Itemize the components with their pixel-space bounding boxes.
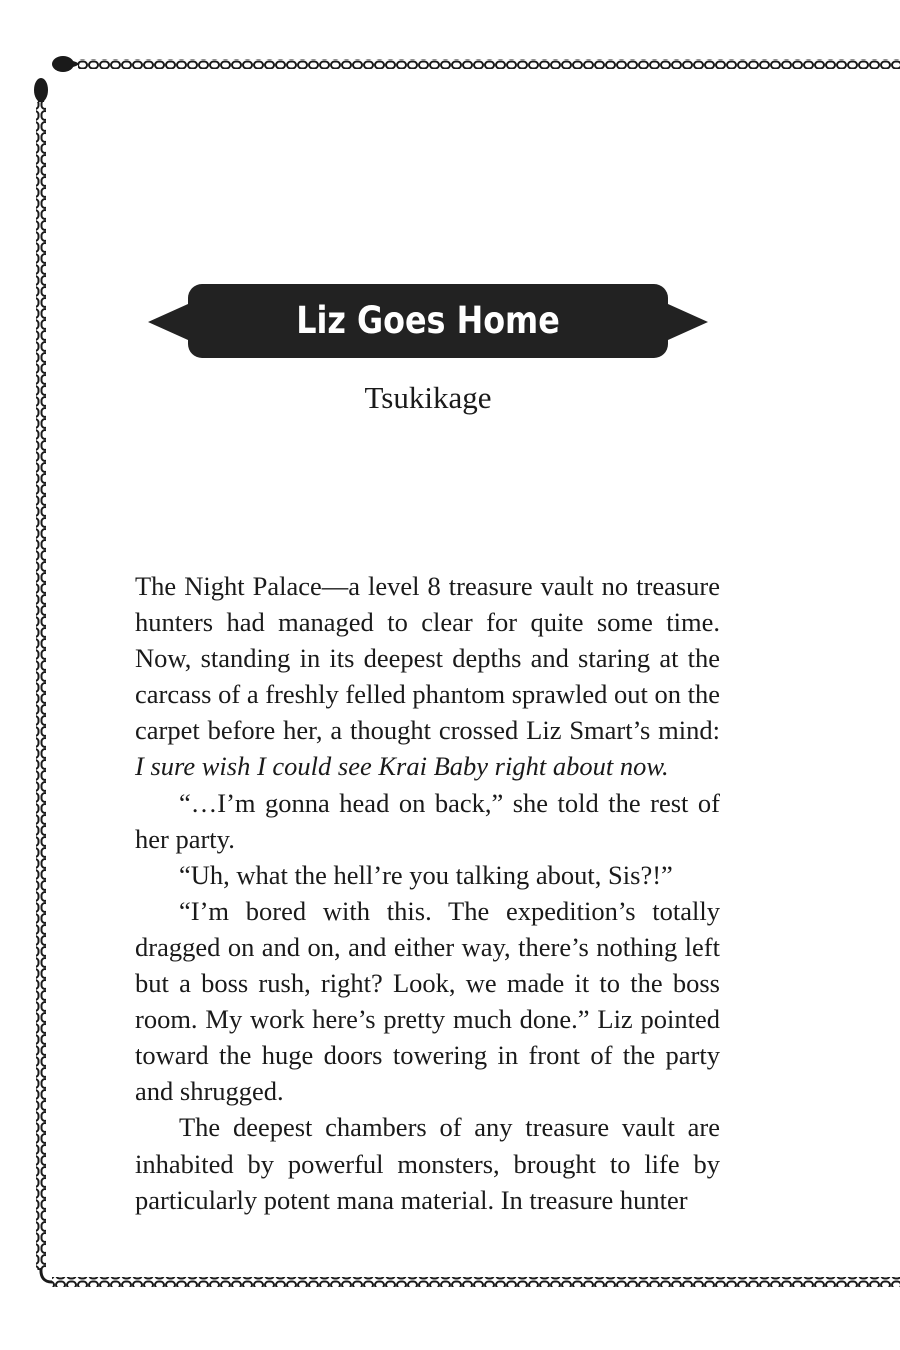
paragraph-1 [135, 568, 720, 785]
paragraph-3: “Uh, what the hell’re you talking about, Sis?!” [179, 859, 673, 890]
paragraph-1-italic: I sure wish I could see Krai Baby right about now. [135, 751, 669, 782]
paragraph-4: “I’m bored with this. The expedition’s totally dragged on and on, and either way, there’s nothing left but a boss rush, right? Look, we made it to the boss room. My work here’s pretty much done.” Liz pointed toward the huge doors towering in front of the party and shrugged. [135, 895, 720, 1107]
chapter-author: Tsukikage [364, 380, 492, 415]
paragraph-2: “…I’m gonna head on back,” she told the rest of her party. [135, 787, 720, 854]
body-text [135, 568, 720, 1218]
chapter-title: Liz Goes Home [296, 299, 560, 342]
paragraph-1-text: The Night Palace—a level 8 treasure vault no treasure hunters had managed to clear for quite some time. Now, standing in its deepest depths and staring at the carcass of a freshly felled phantom sprawled out on the carpet before her, a thought crossed Liz Smart’s mind: [135, 571, 721, 746]
paragraph-5: The deepest chambers of any treasure vault are inhabited by powerful monsters, brought to life by particularly potent mana material. In treasure hunter [135, 1112, 720, 1215]
